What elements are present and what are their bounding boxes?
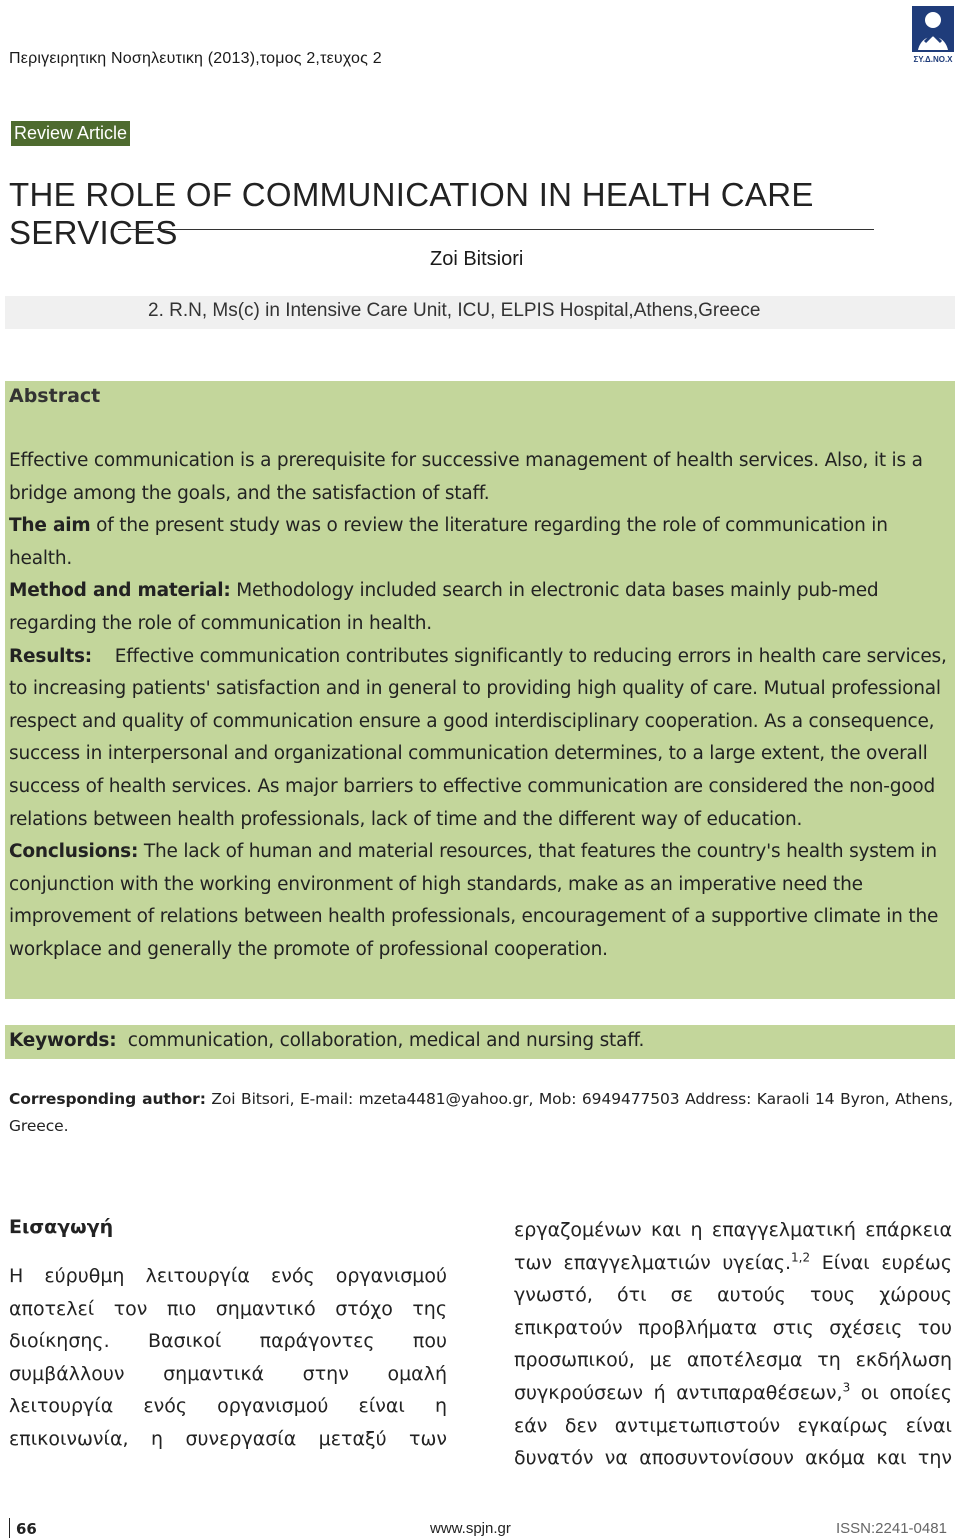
citation-1-2: 1,2 xyxy=(791,1250,811,1265)
journal-header xyxy=(9,50,382,68)
intro-right-column xyxy=(514,1214,952,1475)
author-affiliation: 2. R.N, Ms(c) in Intensive Care Unit, ICU, ELPIS Hospital,Athens,Greece xyxy=(148,300,761,321)
journal-logo xyxy=(912,6,954,64)
journal-website: www.spjn.gr xyxy=(430,1520,511,1537)
citation-3: 3 xyxy=(842,1380,851,1395)
abstract-intro: Effective communication is a prerequisite for successive management of health services. Also, it is a bridge among the goals, and the satisfaction of staff. xyxy=(9,450,923,504)
aim-text: of the present study was o review the literature regarding the role of communication in health. xyxy=(9,515,888,569)
title-divider xyxy=(118,229,874,230)
corresponding-text: Zoi Bitsori, E-mail: mzeta4481@yahoo.gr, Mob: 6949477503 Address: Karaoli 14 Byron, Athens, Greece. xyxy=(9,1090,954,1135)
intro-heading: Εισαγωγή xyxy=(9,1216,114,1238)
abstract-method xyxy=(9,575,949,640)
abstract-conclusions xyxy=(9,836,949,966)
keywords-label: Keywords: xyxy=(9,1030,117,1051)
corresponding-author xyxy=(9,1086,953,1140)
journal-name: Περιγειρητικη Νοσηλευτικη (2013),τομος 2,τευχος 2 xyxy=(9,50,382,67)
corresponding-label: Corresponding author: xyxy=(9,1090,206,1108)
abstract-aim xyxy=(9,510,949,575)
intro-right-part-3: οι οποίες εάν δεν αντιμετωπιστούν εγκαίρως είναι δυνατόν να αποσυντονίσουν ακόμα και την xyxy=(514,1381,952,1470)
abstract-heading: Abstract xyxy=(9,385,101,407)
aim-label: The aim xyxy=(9,515,91,537)
author-name: Zoi Bitsiori xyxy=(430,248,524,270)
keywords-line xyxy=(9,1030,644,1051)
keywords-text: communication, collaboration, medical and nursing staff. xyxy=(116,1030,645,1051)
abstract-body xyxy=(9,445,953,967)
intro-right-part-1: εργαζομένων και η επαγγελματική επάρκεια των επαγγελματιών υγείας. xyxy=(514,1219,952,1274)
results-text: Effective communication contributes significantly to reducing errors in health care services, to increasing patients' satisfaction and in general to providing high quality of care. Mutual professional respect and quality of communication ensure a good interdisciplinary cooperation. As a consequence, success in interpersonal and organizational communication determines, to a large extent, the overall success of health services. As major barriers to effective communication are considered the non-good relations between health professionals, lack of time and the different way of education. xyxy=(9,645,953,830)
conclusions-text: The lack of human and material resources, that features the country's health system in conjunction with the working environment of high standards, make as an imperative need the improvement of relations between health professionals, encouragement of a supportive climate in the workplace and generally the promote of professional cooperation. xyxy=(9,841,939,960)
intro-right-text xyxy=(514,1214,952,1475)
footer-divider xyxy=(9,1518,10,1538)
journal-issn: ISSN:2241-0481 xyxy=(836,1520,947,1537)
method-text: Methodology included search in electronic data bases mainly pub-med regarding the role of communication in health. xyxy=(9,580,879,634)
intro-left-column xyxy=(9,1214,447,1456)
abstract-results xyxy=(9,641,953,837)
logo-emblem-icon xyxy=(912,6,954,64)
conclusions-label: Conclusions: xyxy=(9,841,139,863)
article-type-badge: Review Article xyxy=(11,121,130,146)
method-label: Method and material: xyxy=(9,580,231,602)
svg-text:ΣΥ.Δ.ΝΟ.Χ: ΣΥ.Δ.ΝΟ.Χ xyxy=(913,55,953,64)
intro-left-text: Η εύρυθμη λειτουργία ενός οργανισμού αποτελεί τον πιο σημαντικό στόχο της διοίκησης. Βασικοί παράγοντες που συμβάλλουν σημαντικά στην ομαλή λειτουργία ενός οργανισμού είναι η επικοινωνία, η συνεργασία μεταξύ των xyxy=(9,1265,447,1450)
article-title: THE ROLE OF COMMUNICATION IN HEALTH CARE SERVICES xyxy=(9,176,814,251)
page-number: 66 xyxy=(16,1520,37,1538)
results-label: Results: xyxy=(9,645,92,667)
intro-right-part-2: Είναι ευρέως γνωστό, ότι σε αυτούς τους χώρους επικρατούν προβλήματα στις σχέσεις του προσωπικού, με αποτέλεσμα τη εκδήλωση συγκρούσεων ή αντιπαραθέσεων, xyxy=(514,1251,952,1404)
